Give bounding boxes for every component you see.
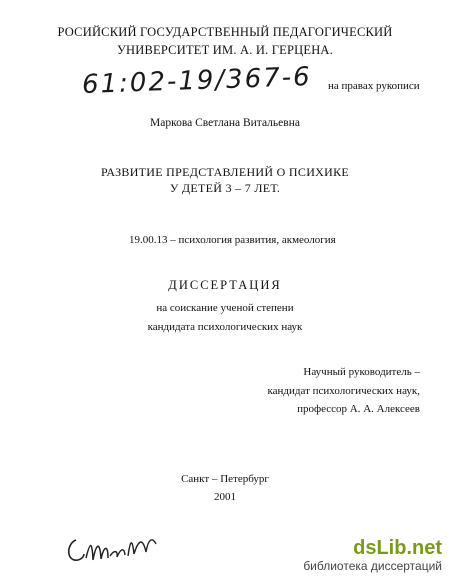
- advisor-line-1: Научный руководитель –: [303, 366, 420, 378]
- year: 2001: [214, 491, 236, 503]
- dslib-subtitle: библиотека диссертаций: [303, 559, 442, 573]
- advisor-line-3: профессор А. А. Алексеев: [297, 403, 420, 415]
- handwritten-signature: [62, 522, 162, 572]
- dissertation-title-line-1: РАЗВИТИЕ ПРЕДСТАВЛЕНИЙ О ПСИХИКЕ: [100, 165, 350, 179]
- document-type-heading: ДИССЕРТАЦИЯ: [168, 278, 282, 292]
- author-name: Маркова Светлана Витальевна: [150, 117, 300, 129]
- handwritten-catalog-code: 61:02-19/367-6: [81, 62, 313, 100]
- manuscript-rights-note: на правах рукописи: [328, 80, 420, 92]
- dslib-watermark: [303, 537, 442, 574]
- dslib-logo: dsLib.net: [353, 537, 442, 559]
- dissertation-title-line-2: У ДЕТЕЙ 3 – 7 ЛЕТ.: [169, 181, 281, 195]
- specialty-code: 19.00.13 – психология развития, акмеология: [129, 234, 336, 246]
- advisor-line-2: кандидат психологических наук,: [267, 385, 420, 397]
- city: Санкт – Петербург: [181, 473, 269, 485]
- university-name-line-2: УНИВЕРСИТЕТ ИМ. А. И. ГЕРЦЕНА.: [117, 43, 333, 57]
- degree-line-1: на соискание ученой степени: [156, 302, 294, 314]
- degree-line-2: кандидата психологических наук: [147, 321, 303, 333]
- university-name-line-1: РОСИЙСКИЙ ГОСУДАРСТВЕННЫЙ ПЕДАГОГИЧЕСКИЙ: [57, 25, 393, 39]
